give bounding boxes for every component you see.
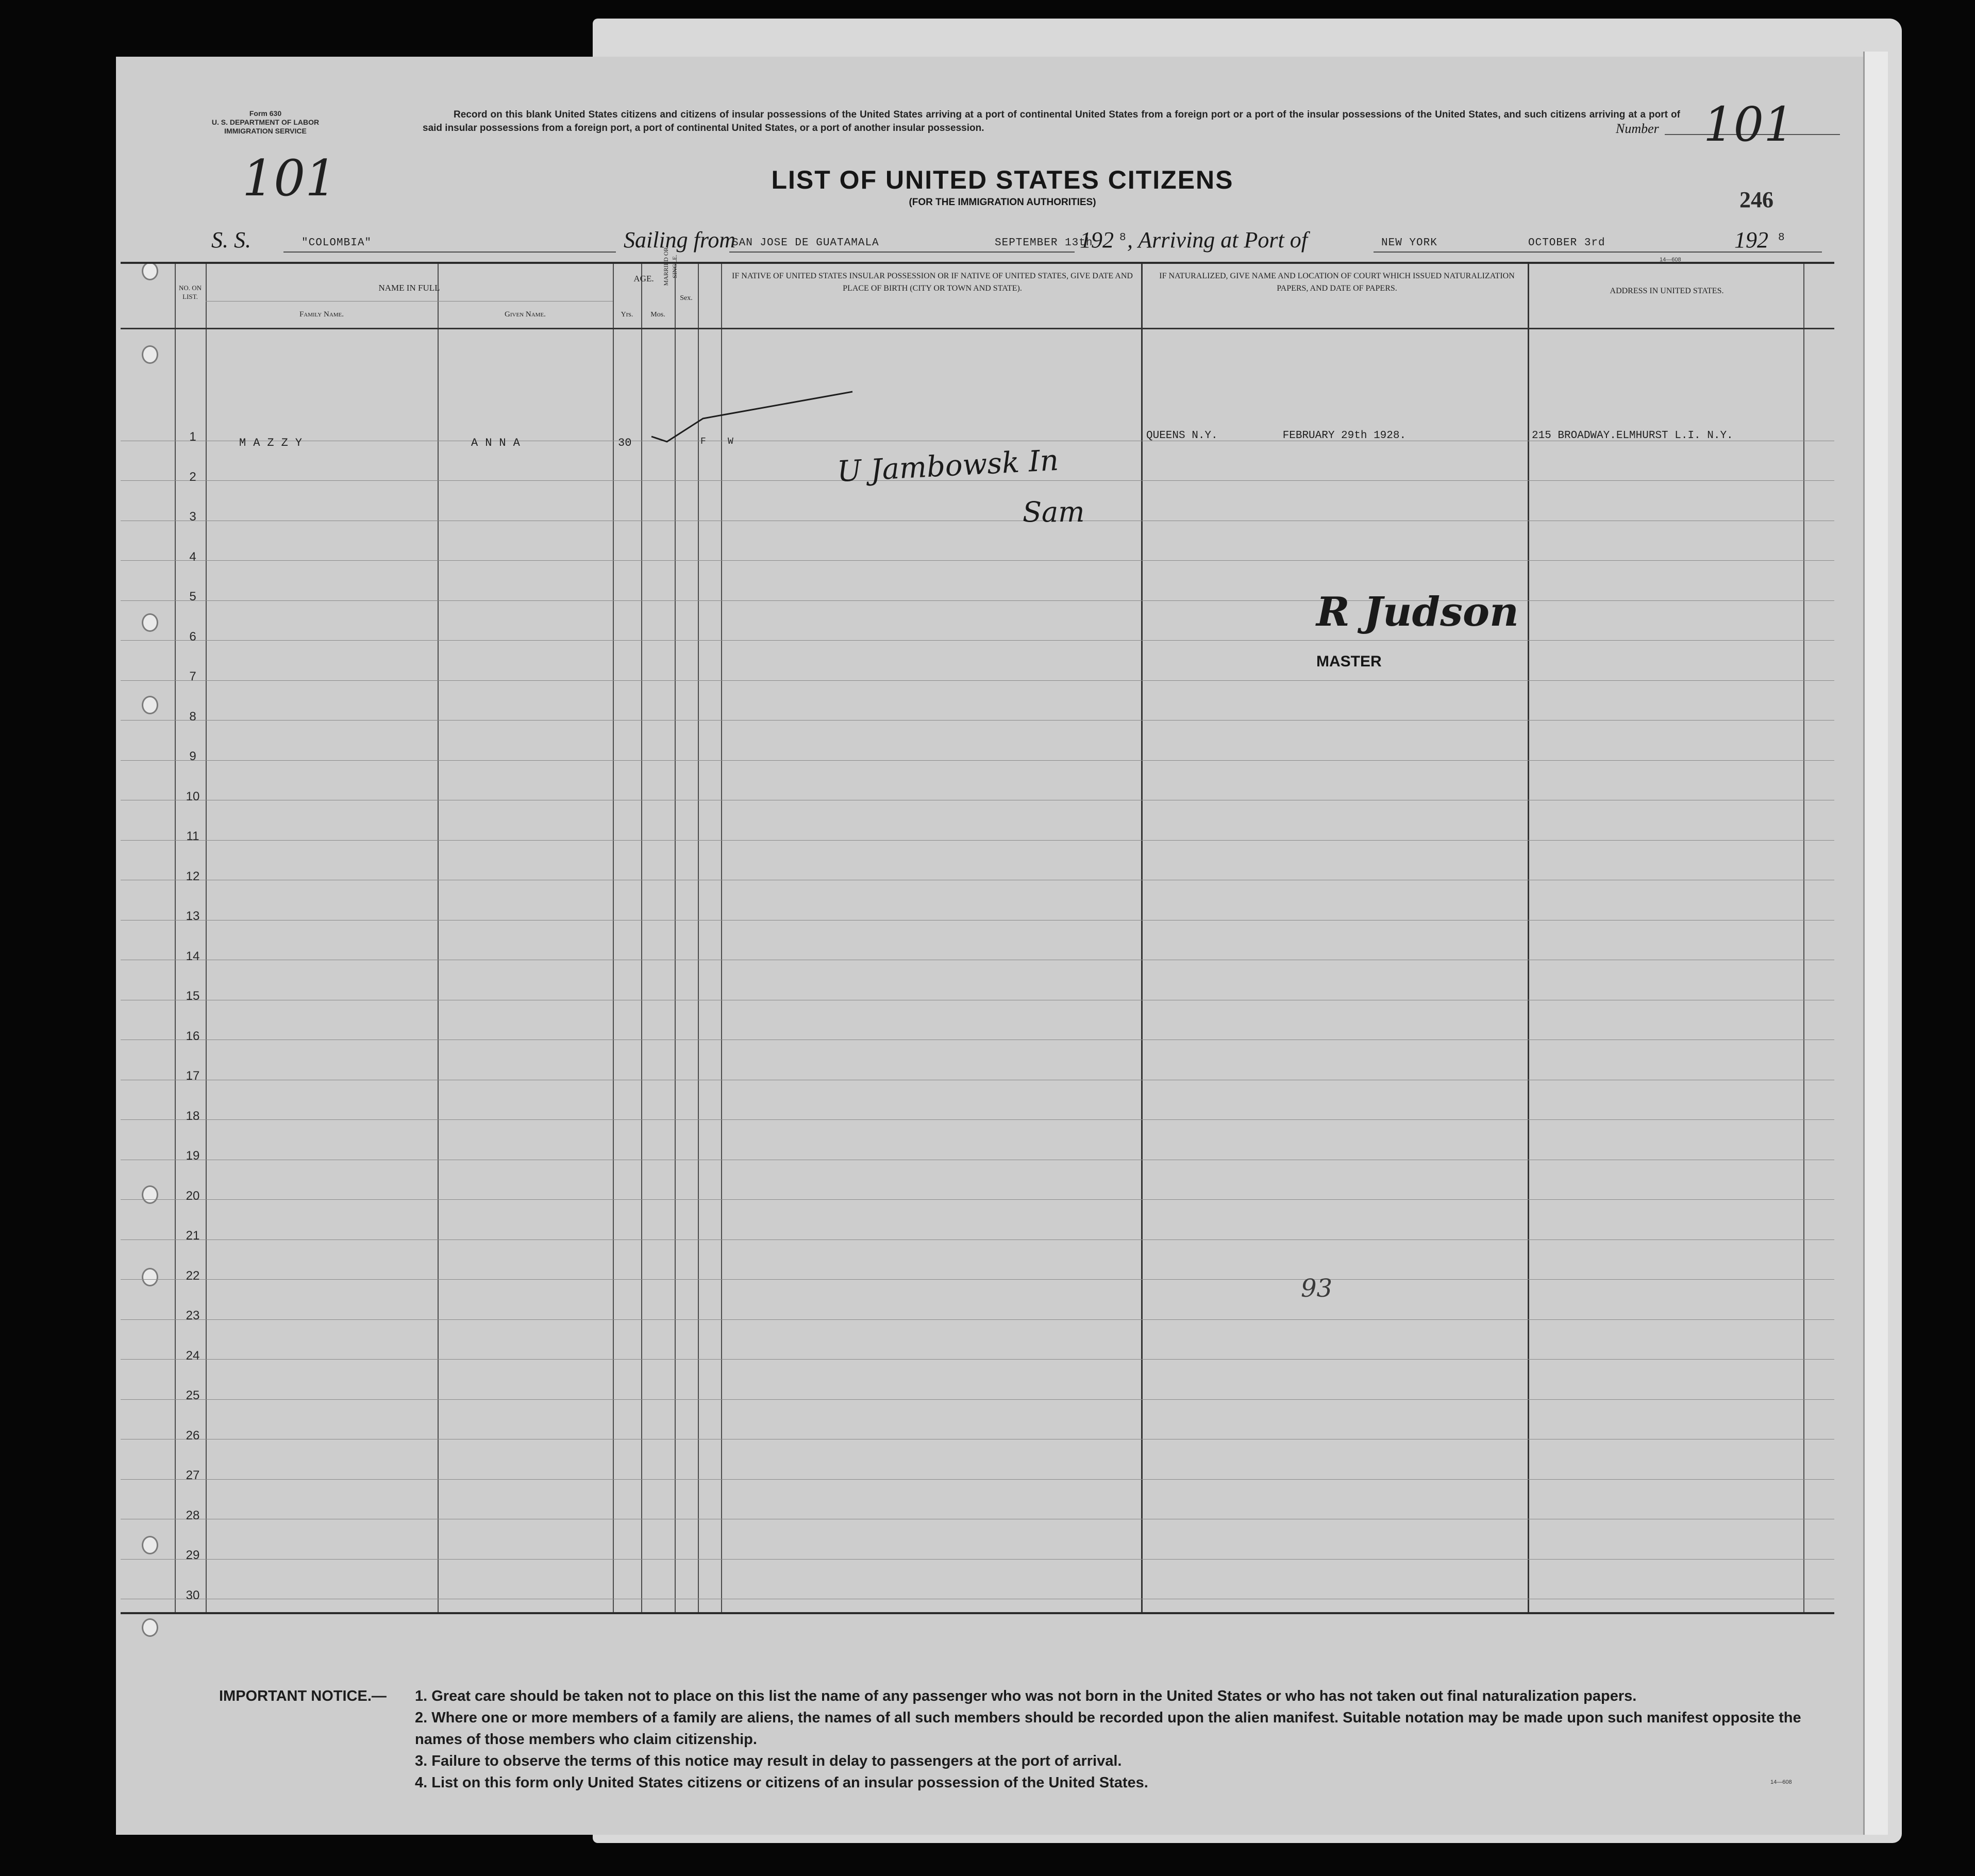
page-title: LIST OF UNITED STATES CITIZENS [771,165,1234,194]
entry-given-name: ANNA [471,437,527,449]
row-number: 25 [186,1388,200,1402]
row-number: 19 [186,1149,200,1163]
table-row [121,560,1834,561]
sailing-label: Sailing from [624,227,736,253]
table-row [121,1399,1834,1400]
page-subtitle: (FOR THE IMMIGRATION AUTHORITIES) [909,197,1096,208]
row-number: 10 [186,789,200,803]
notice-item: 1. Great care should be taken not to place on this list the name of any passenger who was not born in the United States or who has not taken out final naturalization papers. [415,1688,1637,1704]
notice-lead: IMPORTANT NOTICE.— [219,1688,387,1704]
table-row [121,720,1834,721]
row-number: 29 [186,1548,200,1562]
handwritten-number: 101 [1703,97,1794,152]
column-header-age: AGE. [633,274,654,283]
notice-item: 3. Failure to observe the terms of this notice may result in delay to passengers at the port of arrival. [415,1753,1122,1769]
inspector-initials: Sam [1023,496,1085,528]
table-row [121,1479,1834,1480]
binder-hole-icon [142,1618,158,1637]
row-number: 28 [186,1508,200,1522]
page-number: 246 [1739,187,1773,212]
sailing-port: SAN JOSE DE GUATAMALA [732,237,879,249]
arriving-label: , Arriving at Port of [1127,227,1308,253]
ship-name: "COLOMBIA" [302,237,372,249]
row-number: 18 [186,1109,200,1123]
row-number: 7 [189,669,196,683]
ss-label: S. S. [211,227,251,253]
arrival-year-prefix: 192 [1734,227,1768,253]
entry-family-name: MAZZY [239,437,310,449]
table-row [121,760,1834,761]
arrival-port: NEW YORK [1381,237,1437,249]
column-header-family-name: Family Name. [299,310,344,319]
column-header-months: Mos. [650,311,665,319]
row-number: 4 [189,549,196,564]
row-number: 21 [186,1229,200,1243]
row-number: 14 [186,949,200,963]
entry-age-years: 30 [618,437,632,449]
row-number: 23 [186,1309,200,1322]
row-number: 22 [186,1268,200,1283]
record-instructions: Record on this blank United States citizens and citizens of insular possessions of the United States arriving at a port of continental United States from a foreign port or a port of the insular possessions of the United States, and such citizens arriving at a port of said insular possessions from a foreign port, a port of continental United States, or a port of another insular possession. [423,109,1680,133]
row-number: 13 [186,909,200,923]
row-number: 15 [186,989,200,1003]
table-row [121,840,1834,841]
row-number: 24 [186,1348,200,1363]
master-signature: R Judson [1316,589,1519,635]
entry-sex: F [700,437,706,447]
master-label: MASTER [1316,653,1382,670]
column-header-sex: Sex. [680,294,693,302]
handwritten-top-left-number: 101 [242,149,337,207]
table-row [121,1199,1834,1200]
sailing-port-underline [729,252,1075,253]
column-header-name: NAME IN FULL [378,283,440,293]
notice-item: 4. List on this form only United States citizens or citizens of an insular possession of the United States. [415,1774,1148,1791]
table-row [121,1239,1834,1240]
table-row [121,1279,1834,1280]
stamp-number: 93 [1301,1274,1333,1303]
column-header-years: Yrs. [621,311,633,319]
service-name: IMMIGRATION SERVICE [224,127,307,135]
row-number: 5 [189,590,196,604]
table-row [121,600,1834,601]
row-number: 12 [186,869,200,883]
print-code: 14—608 [1660,257,1681,263]
sailing-year-prefix: 192 [1080,227,1114,253]
form-number: Form 630 [249,109,282,118]
check-mark [646,388,863,444]
row-number: 26 [186,1428,200,1443]
entry-naturalization: QUEENS N.Y. FEBRUARY 29th 1928. [1146,430,1407,442]
inspector-note: U Jambowsk In [836,443,1060,489]
row-number: 9 [189,749,196,763]
table-row [121,640,1834,641]
arrival-date: OCTOBER 3rd [1528,237,1605,249]
arrival-year-digit: 8 [1778,232,1785,244]
row-number: 27 [186,1468,200,1482]
bottom-print-code: 14—608 [1770,1779,1792,1785]
column-header-given-name: Given Name. [505,310,546,319]
table-row [121,1119,1834,1120]
sailing-year-digit: 8 [1119,232,1127,244]
form-identification [144,109,387,136]
table-row [121,680,1834,681]
manifest-sheet [116,57,1863,1835]
entry-address: 215 BROADWAY.ELMHURST L.I. N.Y. [1532,430,1733,442]
ship-underline [283,252,616,253]
row-number: 1 [189,430,196,444]
column-header-naturalized: IF NATURALIZED, GIVE NAME AND LOCATION OF COURT WHICH ISSUED NATURALIZATION PAPERS, AND DATE OF PAPERS. [1159,272,1515,293]
department-name: U. S. DEPARTMENT OF LABOR [211,118,320,126]
column-header-address: ADDRESS IN UNITED STATES. [1610,287,1724,295]
column-header-native: IF NATIVE OF UNITED STATES INSULAR POSSESSION OR IF NATIVE OF UNITED STATES, GIVE DATE AND PLACE OF BIRTH (CITY OR TOWN AND STATE). [732,272,1133,293]
entry-marital: W [728,437,733,447]
row-number: 6 [189,629,196,644]
table-row [121,1559,1834,1560]
table-row [121,1319,1834,1320]
row-number: 11 [186,829,199,843]
column-header-married: MARRIED OR SINGLE. [662,247,678,286]
row-number: 20 [186,1188,200,1203]
row-number: 3 [189,510,196,524]
number-label: Number [1616,121,1659,136]
page-edge [1863,52,1888,1835]
column-header-no: NO. ON LIST. [178,284,202,300]
row-number: 17 [186,1069,200,1083]
sailing-date: SEPTEMBER 13th [995,237,1093,249]
table-row [121,1359,1834,1360]
row-number: 2 [189,470,196,484]
row-number: 8 [189,709,196,724]
row-number: 30 [186,1588,200,1602]
notice-item: 2. Where one or more members of a family are aliens, the names of all such members should be recorded upon the alien manifest. Suitable notation may be made upon such manifest opposite the names of those members who claim citizenship. [415,1710,1801,1748]
row-number: 16 [186,1029,200,1043]
